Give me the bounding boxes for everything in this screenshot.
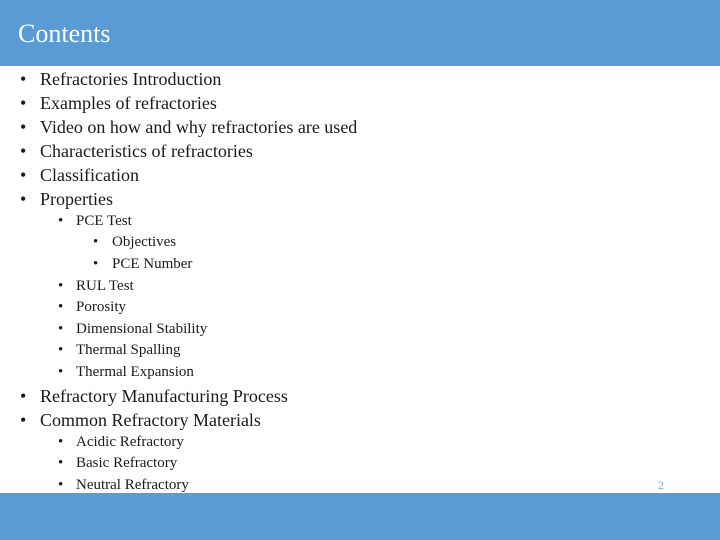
- bullet: •: [93, 234, 99, 250]
- footer-bar: [0, 493, 720, 540]
- bullet: •: [58, 321, 64, 337]
- outline-item-label: Characteristics of refractories: [40, 141, 253, 161]
- page-number: 2: [658, 478, 664, 492]
- bullet: •: [58, 455, 64, 471]
- outline-subitem-label: RUL Test: [76, 278, 134, 294]
- outline-subitem-label: Porosity: [76, 299, 127, 315]
- bullet: •: [20, 69, 27, 89]
- outline-subitem-label: Thermal Spalling: [76, 342, 181, 358]
- bullet: •: [93, 256, 99, 272]
- outline-item-label: Video on how and why refractories are used: [40, 117, 358, 137]
- bullet: •: [20, 165, 27, 185]
- outline-subsubitem-label: PCE Number: [112, 256, 193, 272]
- outline-subitem-label: Thermal Expansion: [76, 364, 194, 380]
- bullet: •: [58, 434, 64, 450]
- bullet: •: [58, 299, 64, 315]
- outline-subitem-label: Neutral Refractory: [76, 477, 189, 493]
- bullet: •: [58, 477, 64, 493]
- outline-subitem-label: PCE Test: [76, 213, 132, 229]
- bullet: •: [58, 278, 64, 294]
- outline-item-label: Properties: [40, 189, 113, 209]
- outline-subsubitem-label: Objectives: [112, 234, 177, 250]
- title-bar: [0, 0, 720, 66]
- outline-item-label: Refractories Introduction: [40, 69, 222, 89]
- bullet: •: [58, 213, 64, 229]
- slide-title: Contents: [18, 19, 111, 48]
- outline-subitem-label: Basic Refractory: [76, 455, 178, 471]
- outline-subitem-label: Dimensional Stability: [76, 321, 208, 337]
- bullet: •: [20, 117, 27, 137]
- bullet: •: [20, 93, 27, 113]
- bullet: •: [20, 141, 27, 161]
- bullet: •: [58, 364, 64, 380]
- bullet: •: [20, 410, 27, 430]
- bullet: •: [58, 342, 64, 358]
- outline-subitem-label: Acidic Refractory: [76, 434, 184, 450]
- outline-item-label: Classification: [40, 165, 139, 185]
- bullet: •: [20, 189, 27, 209]
- bullet: •: [20, 386, 27, 406]
- outline-item-label: Common Refractory Materials: [40, 410, 261, 430]
- outline-item-label: Refractory Manufacturing Process: [40, 386, 288, 406]
- outline-item-label: Examples of refractories: [40, 93, 217, 113]
